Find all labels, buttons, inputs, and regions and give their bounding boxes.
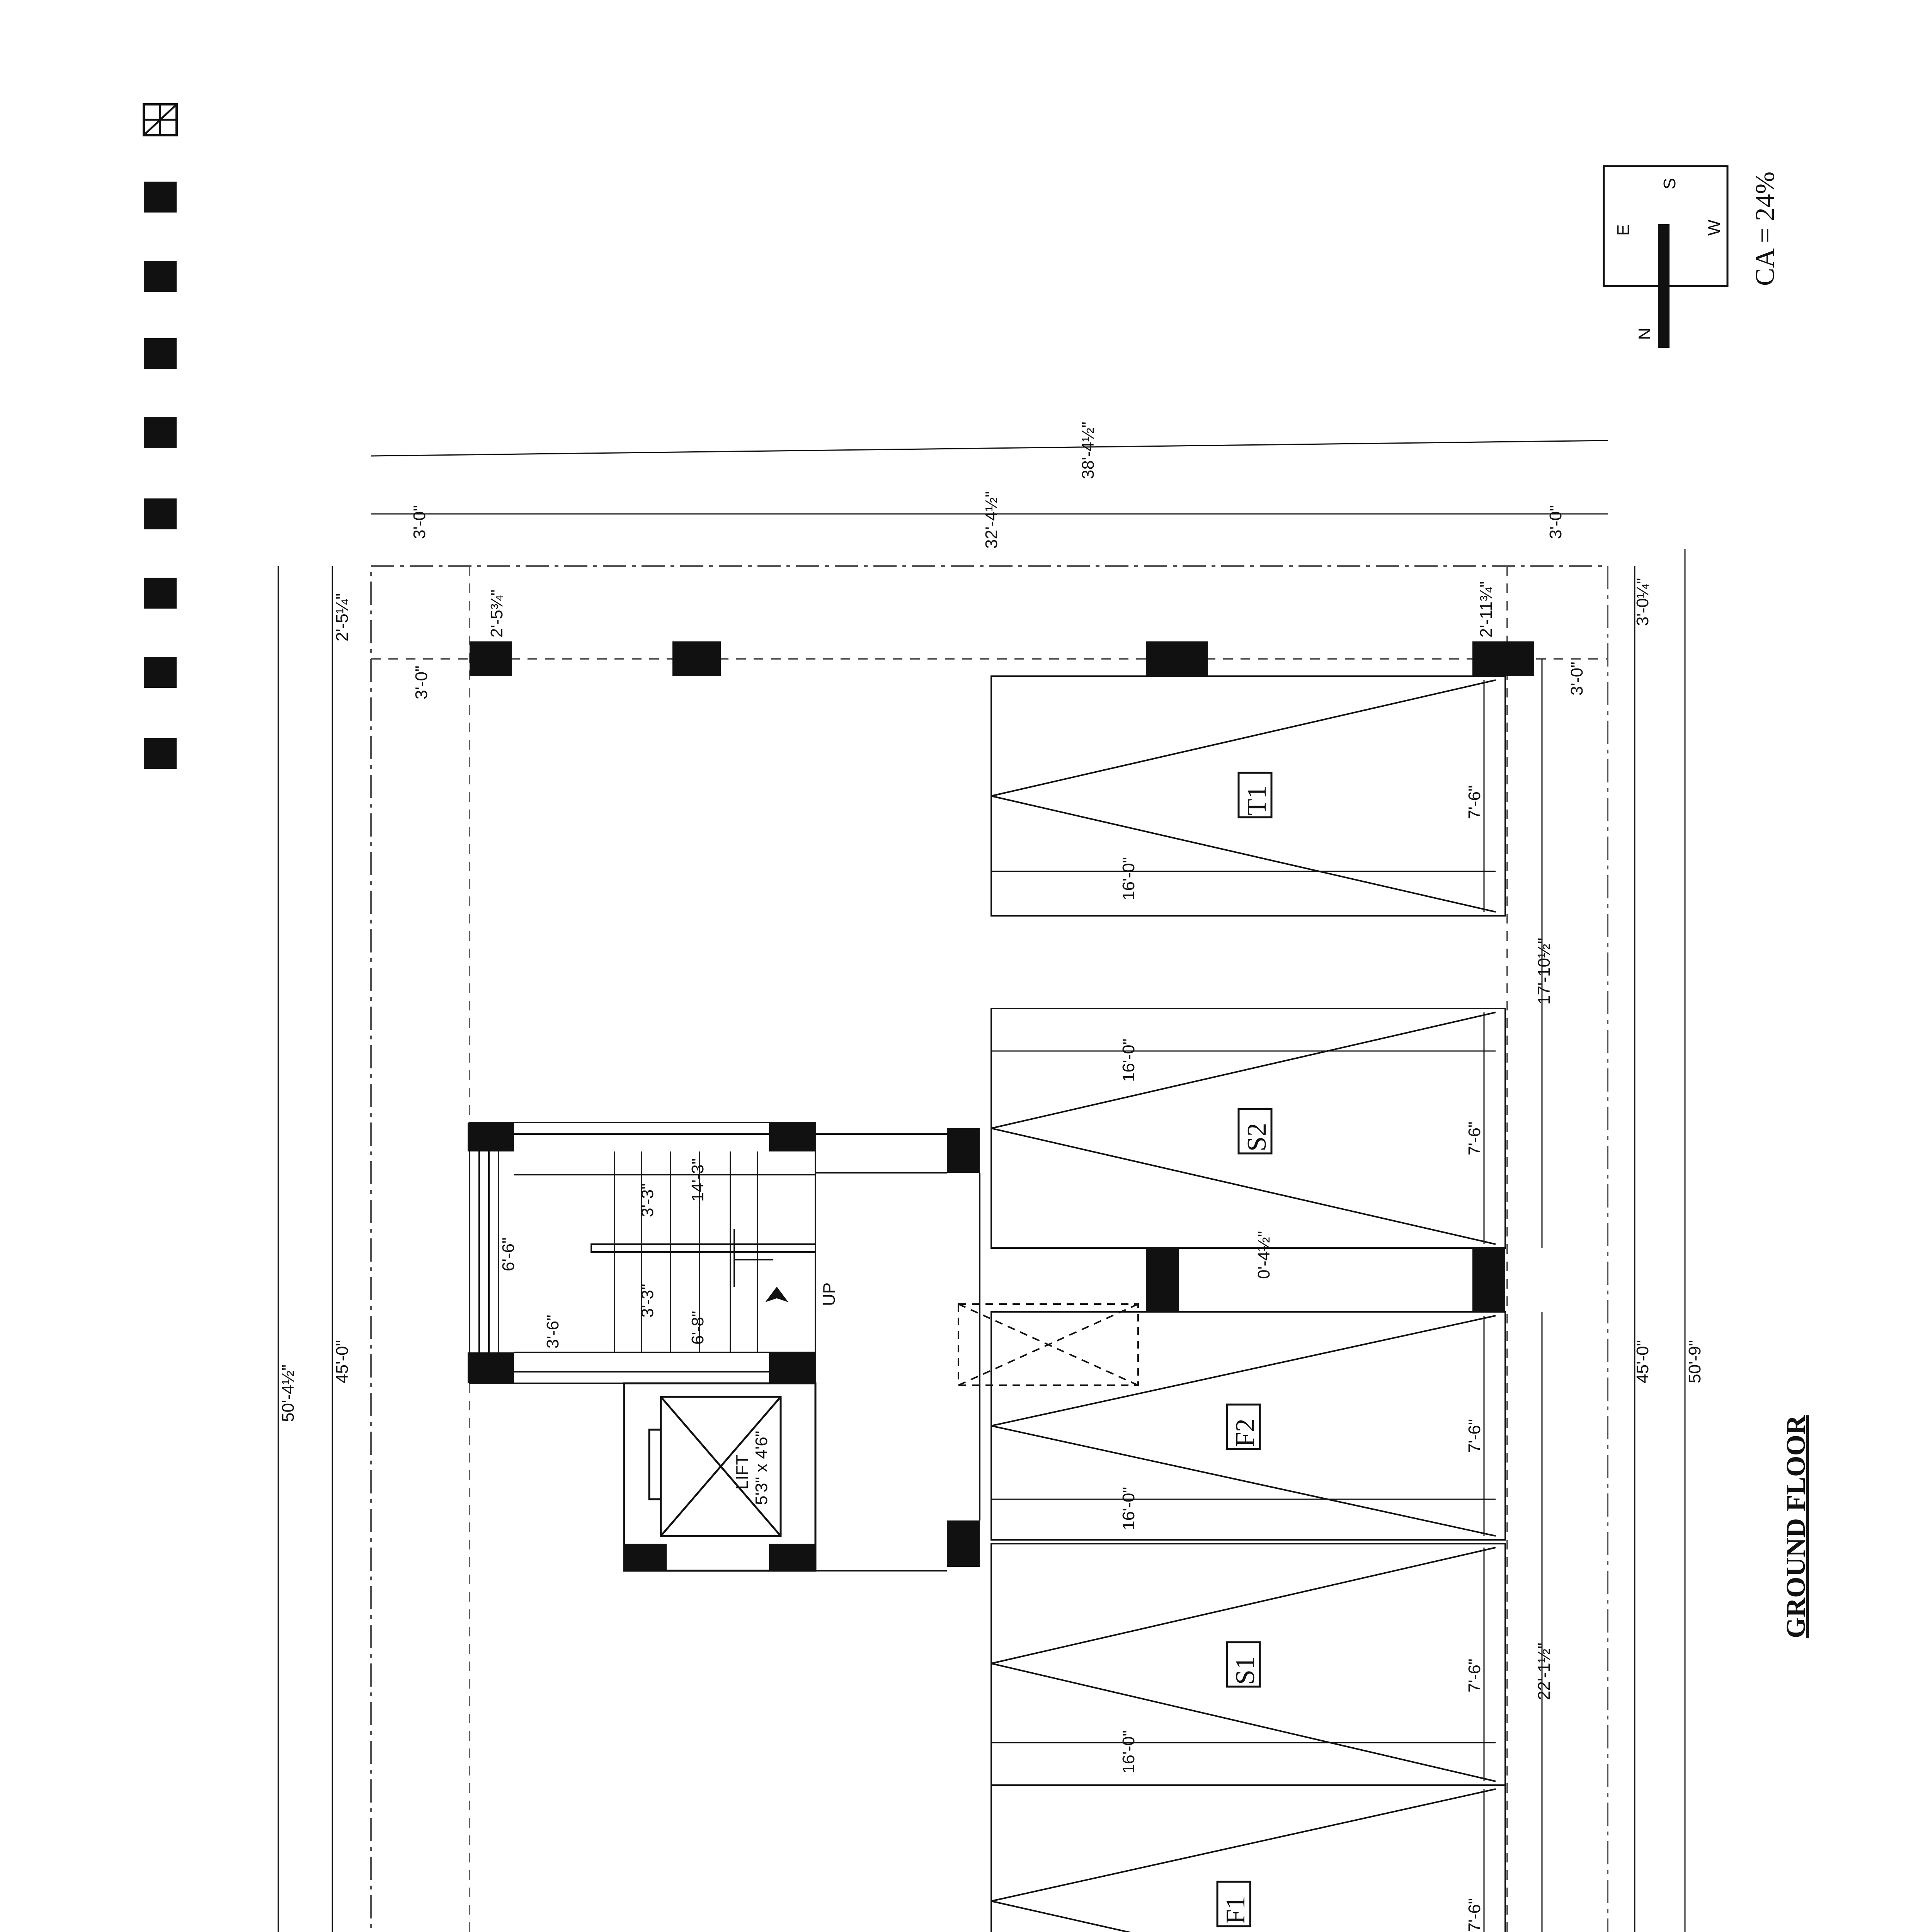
dim-top-right: 3'-0" — [1546, 505, 1565, 539]
dim-in-top-left: 3'-0" — [412, 665, 431, 699]
room-label-t1: T1 — [1242, 785, 1272, 815]
room-label-s1: S1 — [1230, 1656, 1260, 1685]
dim-t1-len: 16'-0" — [1119, 857, 1138, 900]
lift-size-label: 5'3" x 4'6" — [752, 1430, 771, 1505]
staircase — [470, 1122, 1138, 1571]
dim-f2-w: 7'-6" — [1465, 1419, 1484, 1453]
dim-left-overall: 50'-4½" — [279, 1364, 298, 1422]
dim-stair-68: 6'-8" — [688, 1311, 707, 1345]
legend-markers — [144, 104, 177, 769]
room-label-f1: F1 — [1221, 1896, 1251, 1924]
compass-w: W — [1705, 219, 1724, 236]
dim-stair-36: 3'-6" — [543, 1315, 562, 1349]
compass-n: N — [1635, 328, 1654, 340]
dim-in-top-right: 2'-11¾" — [1477, 581, 1496, 638]
dim-top-left: 3'-0" — [410, 505, 429, 539]
room-label-f2: F2 — [1230, 1418, 1260, 1447]
stair-up-arrow-icon — [765, 1287, 788, 1302]
compass-s: S — [1660, 178, 1679, 189]
dim-right-overall: 50'-9" — [1685, 1340, 1704, 1383]
dim-in-top-right2: 3'-0" — [1567, 662, 1586, 696]
dim-right-mid: 45'-0" — [1633, 1340, 1652, 1383]
dim-s1-w: 7'-6" — [1465, 1658, 1484, 1692]
dim-seg-22: 22'-1½" — [1535, 1643, 1554, 1700]
dim-gap: 0'-4½" — [1254, 1231, 1273, 1279]
dim-s2-len: 16'-0" — [1119, 1038, 1138, 1082]
lift-label: LIFT — [733, 1454, 752, 1490]
stair-up-label: UP — [820, 1282, 839, 1306]
dim-f1-w: 7'-6" — [1465, 1898, 1484, 1932]
setback-lines — [371, 566, 1608, 1932]
drawing-title: GROUND FLOOR — [1781, 1415, 1811, 1638]
dim-stair-143: 14'-3" — [688, 1158, 707, 1202]
dim-top-overall: 38'-4½" — [1079, 422, 1098, 479]
dim-top-mid: 32'-4½" — [982, 491, 1001, 549]
dim-s1-len: 16'-0" — [1119, 1730, 1138, 1774]
north-compass — [1604, 166, 1780, 348]
dim-left-mid: 45'-0" — [333, 1340, 352, 1383]
dim-t1-w: 7'-6" — [1465, 785, 1484, 819]
dim-stair-33b: 3'-3" — [638, 1284, 657, 1318]
dim-stair-66: 6'-6" — [499, 1237, 518, 1271]
compass-e: E — [1614, 224, 1633, 236]
dim-left-top: 2'-5¼" — [333, 593, 352, 641]
dim-s2-w: 7'-6" — [1465, 1121, 1484, 1155]
dim-stair-33a: 3'-3" — [638, 1183, 657, 1217]
columns — [468, 641, 1534, 1932]
plot-boundary — [371, 566, 1608, 1932]
lift-shaft — [624, 1383, 815, 1571]
room-label-s2: S2 — [1242, 1123, 1272, 1151]
coverage-area: CA = 24% — [1750, 171, 1780, 286]
dim-in-top-left2: 2'-5¾" — [487, 589, 506, 638]
dim-seg-17: 17'-10½" — [1535, 937, 1554, 1005]
dim-right-top: 3'-0¼" — [1633, 578, 1652, 626]
dim-f2-len: 16'-0" — [1119, 1486, 1138, 1530]
